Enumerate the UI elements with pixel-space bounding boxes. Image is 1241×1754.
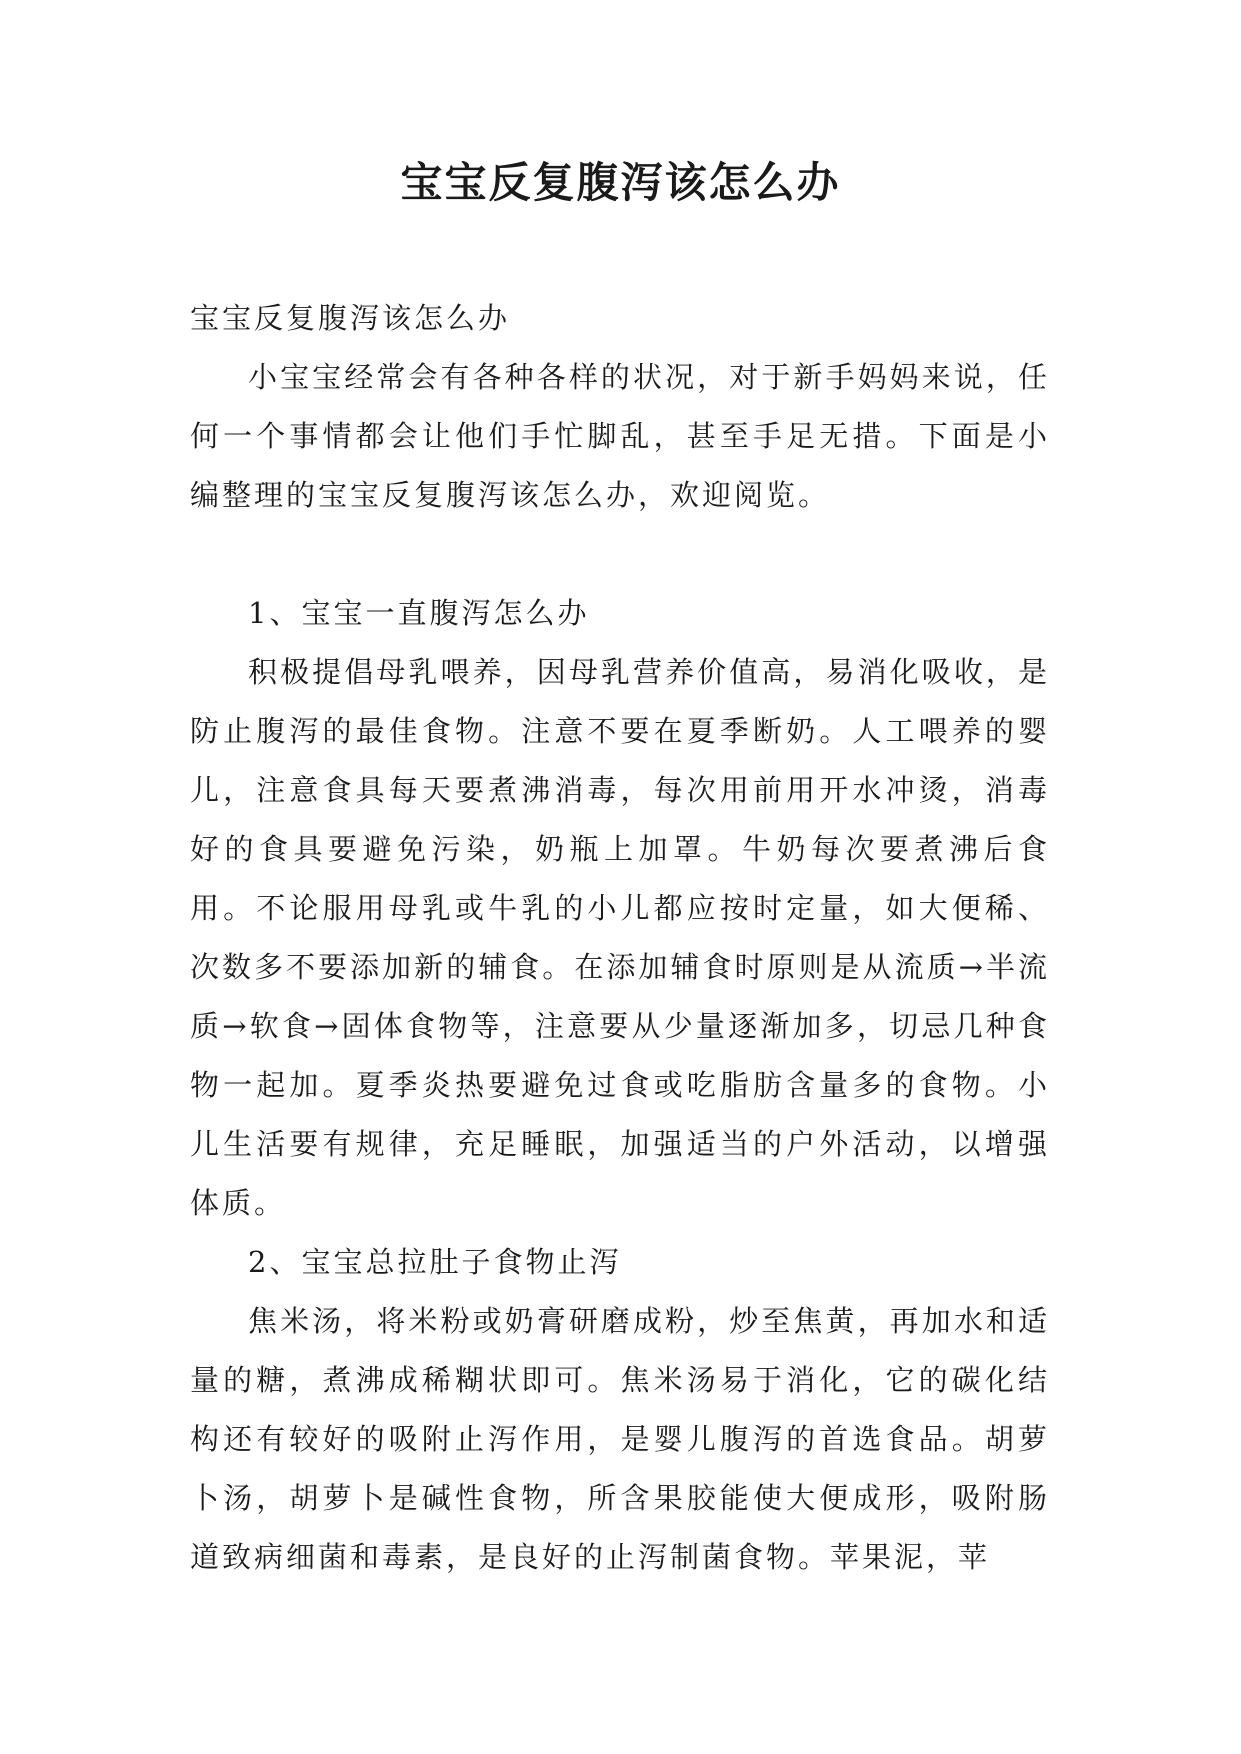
section-heading-1: 1、宝宝一直腹泻怎么办 (248, 596, 590, 630)
document-title: 宝宝反复腹泻该怎么办 (400, 158, 841, 207)
section-body-1: 积极提倡母乳喂养，因母乳营养价值高，易消化吸收，是防止腹泻的最佳食物。注意不要在夏季断奶。人工喂养的婴儿，注意食具每天要煮沸消毒，每次用前用开水冲烫，消毒好的食具要避免污染，奶瓶上加罩。牛奶每次要煮沸后食用。不论服用母乳或牛乳的小儿都应按时定量，如大便稀、次数多不要添加新的辅食。在添加辅食时原则是从流质→半流质→软食→固体食物等，注意要从少量逐渐加多，切忌几种食物一起加。夏季炎热要避免过食或吃脂肪含量多的食物。小儿生活要有规律，充足睡眠，加强适当的户外活动，以增强体质。 (190, 655, 1050, 1220)
document-subtitle: 宝宝反复腹泻该怎么办 (190, 301, 511, 335)
document-body (190, 289, 1050, 1587)
section-body-2: 焦米汤，将米粉或奶膏研磨成粉，炒至焦黄，再加水和适量的糖，煮沸成稀糊状即可。焦米汤易于消化，它的碳化结构还有较好的吸附止泻作用，是婴儿腹泻的首选食品。胡萝卜汤，胡萝卜是碱性食物，所含果胶能使大便成形，吸附肠道致病细菌和毒素，是良好的止泻制菌食物。苹果泥，苹 (190, 1304, 1050, 1574)
section-heading-2: 2、宝宝总拉肚子食物止泻 (248, 1245, 622, 1279)
paragraph-spacer (190, 525, 1050, 584)
intro-paragraph: 小宝宝经常会有各种各样的状况，对于新手妈妈来说，任何一个事情都会让他们手忙脚乱，甚至手足无措。下面是小编整理的宝宝反复腹泻该怎么办，欢迎阅览。 (190, 360, 1050, 512)
